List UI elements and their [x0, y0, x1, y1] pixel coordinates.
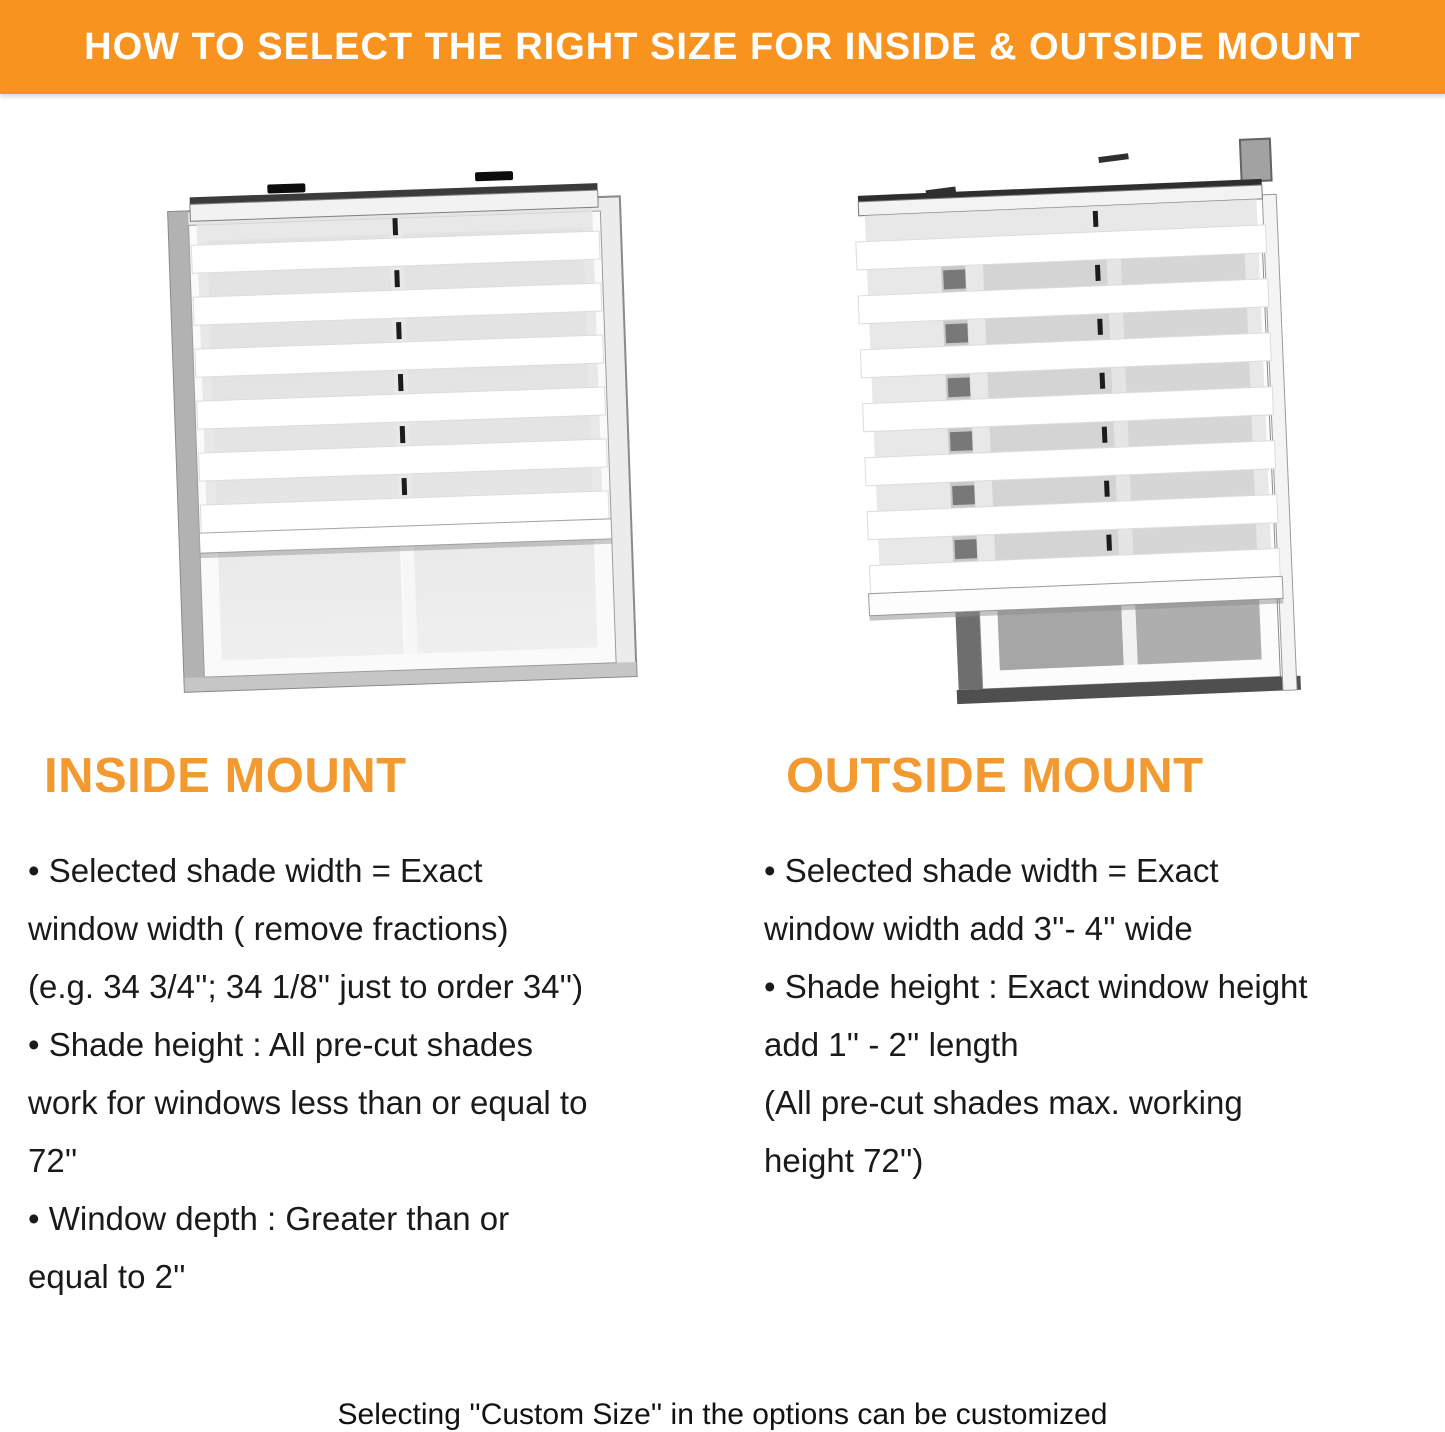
- instruction-line: • Shade height : Exact window height: [764, 968, 1308, 1005]
- instruction-line: work for windows less than or equal to: [28, 1084, 588, 1121]
- custom-size-note: Selecting ''Custom Size'' in the options can be customized: [337, 1398, 1108, 1431]
- instruction-line: (e.g. 34 3/4''; 34 1/8'' just to order 34''): [28, 968, 584, 1005]
- instruction-line: 72'': [28, 1142, 78, 1179]
- inside-mount-instructions: [28, 842, 728, 1306]
- inside-mount-illustration: [148, 148, 660, 720]
- outside-mount-heading: OUTSIDE MOUNT: [786, 749, 1204, 803]
- instruction-line: • Selected shade width = Exact: [764, 852, 1219, 889]
- page-title: HOW TO SELECT THE RIGHT SIZE FOR INSIDE & OUTSIDE MOUNT: [84, 25, 1361, 68]
- inside-mount-window-drawing: [148, 148, 660, 720]
- instruction-line: window width add 3''- 4'' wide: [764, 910, 1193, 947]
- inside-mount-heading: INSIDE MOUNT: [44, 749, 407, 803]
- outside-mount-window-drawing: [852, 136, 1344, 728]
- header-banner: [0, 0, 1445, 94]
- instruction-line: • Window depth : Greater than or: [28, 1200, 510, 1237]
- instruction-line: equal to 2'': [28, 1258, 186, 1295]
- instruction-line: height 72''): [764, 1142, 924, 1179]
- outside-mount-illustration: [852, 136, 1344, 728]
- instruction-line: add 1'' - 2'' length: [764, 1026, 1019, 1063]
- instruction-line: • Selected shade width = Exact: [28, 852, 483, 889]
- instruction-line: • Shade height : All pre-cut shades: [28, 1026, 534, 1063]
- outside-mount-instructions: [764, 842, 1445, 1190]
- zebra-shade: [190, 207, 609, 533]
- instruction-line: (All pre-cut shades max. working: [764, 1084, 1243, 1121]
- instruction-line: window width ( remove fractions): [28, 910, 509, 947]
- zebra-shade: [854, 179, 1280, 594]
